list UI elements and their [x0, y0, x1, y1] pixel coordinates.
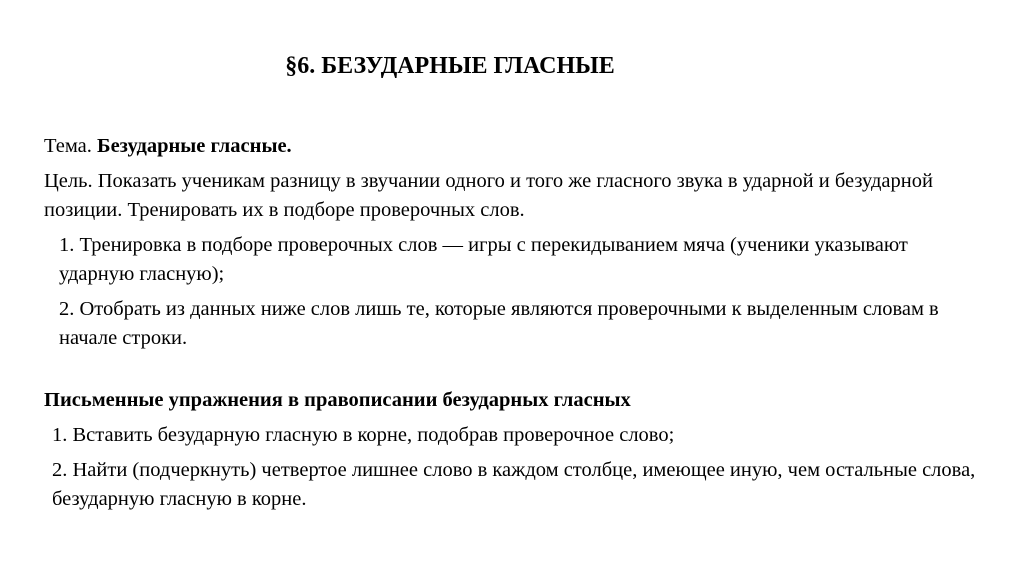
written-heading: Письменные упражнения в правописании безударных гласных: [44, 389, 631, 411]
topic-value: Безударные гласные.: [97, 135, 292, 157]
written-item-2: 2. Найти (подчеркнуть) четвертое лишнее слово в каждом столбце, имеющее иную, чем остальные слова, безударную гласную в корне.: [52, 459, 976, 510]
oral-item-1: 1. Тренировка в подборе проверочных слов — игры с перекидыванием мяча (ученики указывают ударную гласную);: [59, 234, 908, 285]
oral-item-2: 2. Отобрать из данных ниже слов лишь те, которые являются проверочными к выделенным словам в начале строки.: [59, 298, 939, 349]
written-item-1: 1. Вставить безударную гласную в корне, подобрав проверочное слово;: [52, 424, 675, 446]
page-title: §6. БЕЗУДАРНЫЕ ГЛАСНЫЕ: [285, 53, 615, 79]
topic-line: [44, 132, 984, 161]
goal-paragraph: Цель. Показать ученикам разницу в звучании одного и того же гласного звука в ударной и безударной позиции. Тренировать их в подборе проверочных слов.: [44, 170, 933, 221]
slide-body: [44, 132, 984, 514]
topic-label: Тема.: [44, 135, 92, 157]
